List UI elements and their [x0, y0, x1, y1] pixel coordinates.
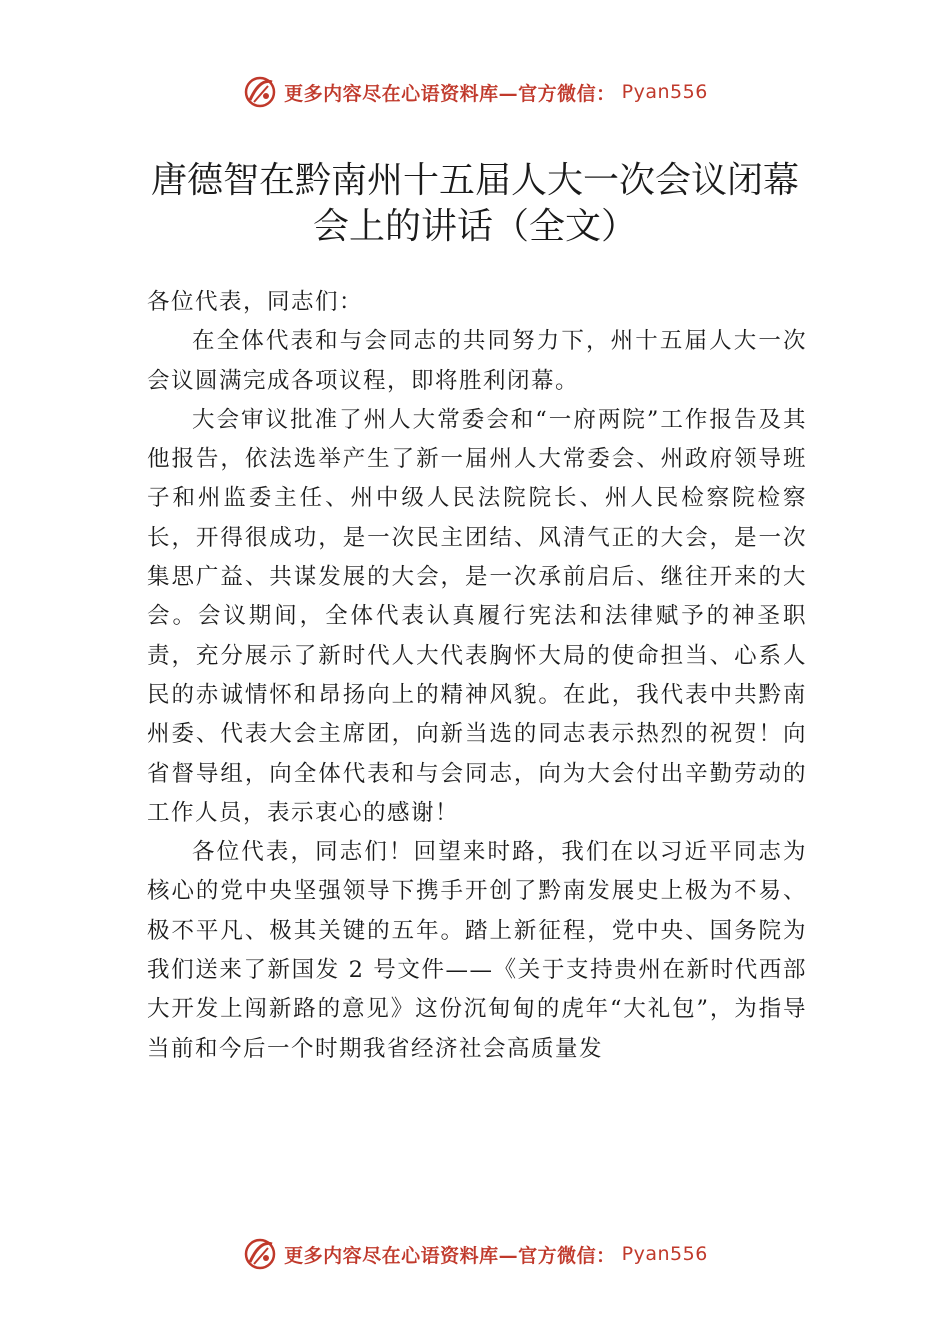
paragraph-1: 在全体代表和与会同志的共同努力下，州十五届人大一次会议圆满完成各项议程，即将胜利闭幕。	[147, 328, 807, 394]
paragraph-2: 大会审议批准了州人大常委会和“一府两院”工作报告及其他报告，依法选举产生了新一届州人大常委会、州政府领导班子和州监委主任、州中级人民法院院长、州人民检察院检察长，开得很成功，是一次民主团结、风清气正的大会，是一次集思广益、共谋发展的大会，是一次承前启后、继往开来的大会。会议期间，全体代表认真履行宪法和法律赋予的神圣职责，充分展示了新时代人大代表胸怀大局的使命担当、心系人民的赤诚情怀和昂扬向上的精神风貌。在此，我代表中共黔南州委、代表大会主席团，向新当选的同志表示热烈的祝贺！向省督导组，向全体代表和与会同志，向为大会付出辛勤劳动的工作人员，表示衷心的感谢！	[147, 406, 807, 826]
watermark-header	[0, 74, 950, 110]
title-line-1: 唐德智在黔南州十五届人大一次会议闭幕	[150, 160, 799, 201]
watermark-text: 更多内容尽在心语资料库—官方微信：	[284, 82, 616, 105]
watermark-footer	[0, 1236, 950, 1272]
paragraph-3: 各位代表，同志们！回望来时路，我们在以习近平同志为核心的党中央坚强领导下携手开创了黔南发展史上极为不易、极不平凡、极其关键的五年。踏上新征程，党中央、国务院为我们送来了新国发 2 号文件——《关于支持贵州在新时代西部大开发上闯新路的意见》这份沉甸甸的虎年“大礼包”，为指导当前和今后一个时期我省经济社会高质量发	[147, 839, 807, 1062]
document-body	[147, 283, 807, 1069]
document-title	[100, 158, 850, 250]
watermark-logo-icon	[242, 1236, 278, 1272]
title-line-2: 会上的讲话（全文）	[312, 206, 637, 247]
watermark-text: 更多内容尽在心语资料库—官方微信：	[284, 1244, 616, 1267]
watermark-logo-icon	[242, 74, 278, 110]
watermark-handle: Pyan556	[621, 1243, 708, 1265]
watermark-handle: Pyan556	[621, 81, 708, 103]
salutation: 各位代表，同志们：	[147, 289, 364, 315]
